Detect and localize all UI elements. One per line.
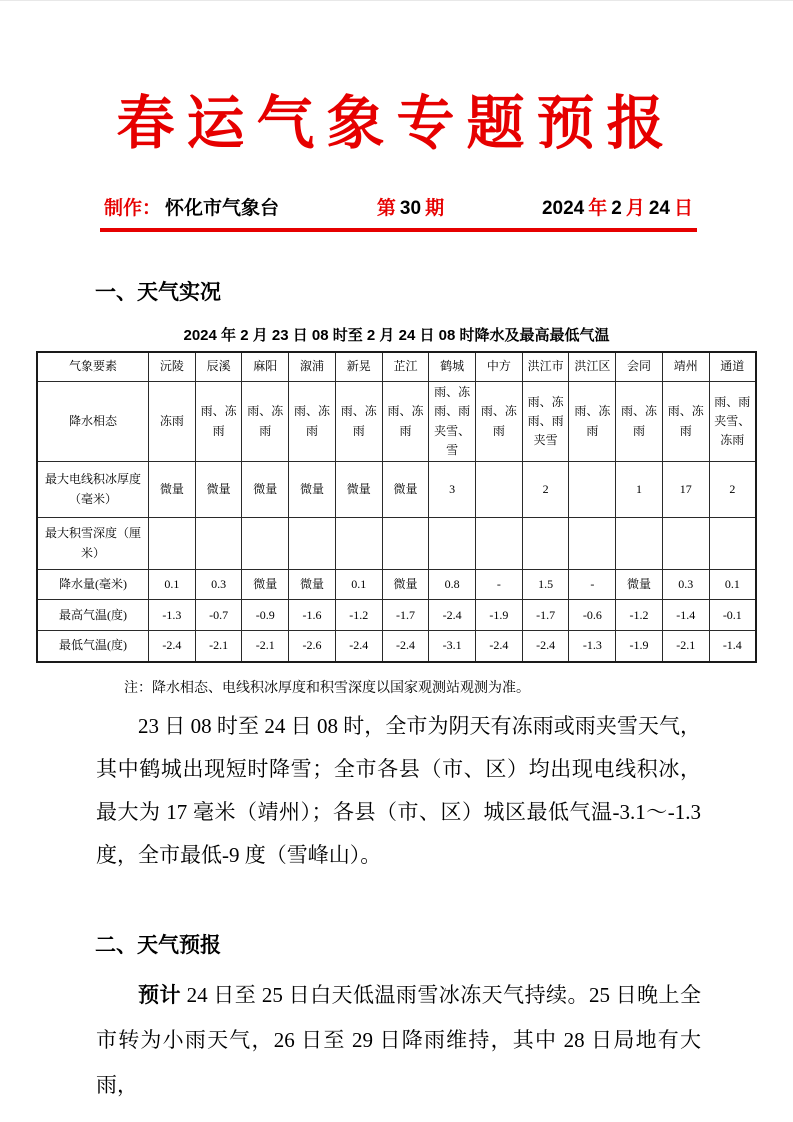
table-cell: 雨、冻雨: [242, 382, 289, 462]
table-cell: 微量: [382, 570, 429, 600]
header-cell-county: 溆浦: [289, 352, 336, 382]
table-cell: 雨、冻雨: [335, 382, 382, 462]
table-cell: -1.9: [616, 631, 663, 662]
table-cell: [429, 518, 476, 570]
header-cell-county: 芷江: [382, 352, 429, 382]
table-cell: -0.6: [569, 600, 616, 631]
table-cell: [709, 518, 756, 570]
header-cell-county: 洪江市: [522, 352, 569, 382]
table-row: [37, 631, 756, 662]
table-cell: -: [569, 570, 616, 600]
date-year: 2024: [541, 197, 585, 219]
table-cell: [382, 518, 429, 570]
table-cell: -1.4: [709, 631, 756, 662]
table-cell: -1.4: [662, 600, 709, 631]
date-month: 2: [611, 197, 622, 219]
table-cell: 微量: [382, 462, 429, 518]
issue-suffix: 期: [425, 197, 445, 219]
table-cell: -2.1: [195, 631, 242, 662]
table-cell: 0.1: [709, 570, 756, 600]
weather-table-head-row: [37, 352, 756, 382]
table-note: 注：降水相态、电线积冰厚度和积雪深度以国家观测站观测为准。: [124, 680, 530, 696]
table-cell: 0.1: [149, 570, 196, 600]
row-label: 最低气温(度): [37, 631, 149, 662]
table-cell: [149, 518, 196, 570]
weather-summary-paragraph: 23 日 08 时至 24 日 08 时，全市为阴天有冻雨或雨夹雪天气，其中鹤城出现短时降雪；全市各县（市、区）均出现电线积冰，最大为 17 毫米（靖州）；各县（市、区）城区最低气温-3.1～-1.3 度，全市最低-9 度（雪峰山）。: [96, 713, 701, 867]
header-divider-rule: [100, 228, 697, 232]
row-label: 最大电线积冰厚度（毫米）: [37, 462, 149, 518]
issue-info-row: [102, 193, 695, 220]
table-cell: -1.3: [569, 631, 616, 662]
table-cell: 雨、冻雨: [195, 382, 242, 462]
table-cell: 微量: [195, 462, 242, 518]
row-label: 最大积雪深度（厘米）: [37, 518, 149, 570]
header-cell-county: 靖州: [662, 352, 709, 382]
table-cell: 冻雨: [149, 382, 196, 462]
weather-observation-table: [36, 351, 757, 663]
section1-heading: 一、天气实况: [95, 280, 221, 304]
section2-heading: 二、天气预报: [95, 933, 221, 957]
table-cell: 17: [662, 462, 709, 518]
table-cell: [242, 518, 289, 570]
issue-date-segment: [540, 193, 695, 220]
table-cell: 微量: [335, 462, 382, 518]
forecast-paragraph: [96, 973, 701, 1108]
table-cell: -2.1: [662, 631, 709, 662]
forecast-text: 24 日至 25 日白天低温雨雪冰冻天气持续。25 日晚上全市转为小雨天气，26 日至 29 日降雨维持，其中 28 日局地有大雨，: [96, 982, 702, 1097]
row-label: 最高气温(度): [37, 600, 149, 631]
table-cell: -1.6: [289, 600, 336, 631]
table-cell: 2: [709, 462, 756, 518]
header-cell-element: 气象要素: [37, 352, 149, 382]
forecast-lead: 预计: [138, 982, 181, 1007]
table-cell: 微量: [242, 570, 289, 600]
table-row: [37, 462, 756, 518]
table-cell: 0.3: [195, 570, 242, 600]
table-cell: [476, 518, 523, 570]
table-cell: 微量: [242, 462, 289, 518]
issue-number: 30: [399, 197, 422, 219]
table-cell: -1.3: [149, 600, 196, 631]
table-cell: -: [476, 570, 523, 600]
table-cell: -2.1: [242, 631, 289, 662]
table-cell: -0.1: [709, 600, 756, 631]
row-label: 降水相态: [37, 382, 149, 462]
table-cell: -0.9: [242, 600, 289, 631]
table-cell: 2: [522, 462, 569, 518]
table-cell: 雨、冻雨: [616, 382, 663, 462]
table-row: [37, 518, 756, 570]
weather-table-head: [37, 352, 756, 382]
table-cell: 雨、冻雨: [569, 382, 616, 462]
table-cell: 雨、冻雨、雨夹雪: [522, 382, 569, 462]
table-cell: 雨、冻雨: [382, 382, 429, 462]
producer-value: 怀化市气象台: [165, 197, 280, 219]
table-cell: 3: [429, 462, 476, 518]
table-row: [37, 382, 756, 462]
table-cell: -2.6: [289, 631, 336, 662]
producer-segment: [102, 193, 281, 220]
table-cell: -3.1: [429, 631, 476, 662]
document-title: 春运气象专题预报: [116, 89, 677, 157]
table-cell: [476, 462, 523, 518]
table-cell: [662, 518, 709, 570]
row-label: 降水量(毫米): [37, 570, 149, 600]
date-day: 24: [648, 197, 670, 219]
header-cell-county: 新晃: [335, 352, 382, 382]
table-cell: -1.2: [616, 600, 663, 631]
table-row: [37, 600, 756, 631]
table-cell: 雨、冻雨、雨夹雪、雪: [429, 382, 476, 462]
table-cell: -2.4: [382, 631, 429, 662]
table-cell: 雨、雨夹雪、冻雨: [709, 382, 756, 462]
table-cell: 雨、冻雨: [289, 382, 336, 462]
date-day-unit: 日: [673, 197, 693, 219]
date-month-unit: 月: [625, 197, 645, 219]
table-cell: 1.5: [522, 570, 569, 600]
table-cell: [195, 518, 242, 570]
table-row: [37, 570, 756, 600]
table-cell: [522, 518, 569, 570]
weather-table-title: 2024 年 2 月 23 日 08 时至 2 月 24 日 08 时降水及最高最低气温: [183, 326, 610, 344]
table-cell: -2.4: [476, 631, 523, 662]
table-cell: -1.2: [335, 600, 382, 631]
date-year-unit: 年: [588, 197, 608, 219]
table-cell: 0.3: [662, 570, 709, 600]
header-cell-county: 鹤城: [429, 352, 476, 382]
table-cell: 0.8: [429, 570, 476, 600]
table-cell: 微量: [616, 570, 663, 600]
header-cell-county: 麻阳: [242, 352, 289, 382]
header-cell-county: 会同: [616, 352, 663, 382]
table-cell: 微量: [289, 462, 336, 518]
table-cell: 1: [616, 462, 663, 518]
table-cell: -2.4: [522, 631, 569, 662]
table-cell: [335, 518, 382, 570]
table-cell: 微量: [289, 570, 336, 600]
table-cell: [569, 462, 616, 518]
table-cell: -0.7: [195, 600, 242, 631]
table-cell: -1.7: [522, 600, 569, 631]
table-cell: 微量: [149, 462, 196, 518]
table-cell: 0.1: [335, 570, 382, 600]
producer-label: 制作：: [104, 197, 162, 219]
table-cell: -2.4: [429, 600, 476, 631]
table-cell: [569, 518, 616, 570]
table-cell: -1.9: [476, 600, 523, 631]
header-cell-county: 中方: [476, 352, 523, 382]
header-cell-county: 沅陵: [149, 352, 196, 382]
issue-number-segment: [375, 193, 446, 220]
table-cell: -2.4: [335, 631, 382, 662]
header-cell-county: 辰溪: [195, 352, 242, 382]
table-cell: -1.7: [382, 600, 429, 631]
issue-prefix: 第: [376, 197, 396, 219]
table-cell: [289, 518, 336, 570]
table-cell: 雨、冻雨: [662, 382, 709, 462]
header-cell-county: 通道: [709, 352, 756, 382]
weather-table-body: [37, 382, 756, 662]
header-cell-county: 洪江区: [569, 352, 616, 382]
table-cell: 雨、冻雨: [476, 382, 523, 462]
table-cell: -2.4: [149, 631, 196, 662]
table-cell: [616, 518, 663, 570]
